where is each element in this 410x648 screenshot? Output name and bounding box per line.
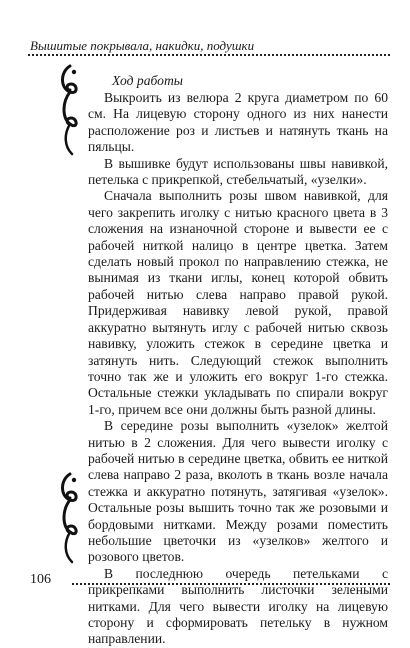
ornament-swirl-icon [56, 62, 82, 158]
paragraph: В вышивке будут использованы швы навивкой, петелька с прикрепкой, стебельчатый, «узелки». [88, 155, 388, 188]
ornament-swirl-icon [56, 470, 82, 566]
paragraph: В середине розы выполнить «узелок» желтой нитью в 2 сложения. Для чего вывести иголку с рабочей нитью в середине цветка, обвить ее ниткой слева направо 2 раза, вколоть в ткань возле начала стежка и аккуратно потянуть, затягивая «узелок». Остальные розы вышить точно так же розовыми и бордовыми нитками. Между розами поместить небольшие цветочки из «узелков» желтого и розового цветов. [88, 418, 388, 565]
paragraph: Выкроить из велюра 2 круга диаметром по 60 см. На лицевую сторону одного из них нанести расположение роз и листьев и натянуть ткань на пяльцы. [88, 90, 388, 155]
page-number: 106 [30, 572, 51, 587]
paragraph: В последнюю очередь петельками с прикрепками выполнить листочки зелеными нитками. Для чего вывести иголку на лицевую сторону и сформировать петельку в нужном направлении. [88, 565, 388, 647]
running-header: Вышитые покрывала, накидки, подушки [30, 38, 255, 53]
section-heading: Ход работы [112, 73, 183, 88]
paragraph: Сначала выполнить розы швом навивкой, для чего закрепить иголку с нитью красного цвета в 3 сложения на изнаночной стороне и вывести ее с рабочей ниткой налицо в центре цветка. Затем сделать новый прокол по направлению стежка, не вынимая из ткани иглы, конец которой обвить рабочей нитью слева направо правой рукой. Придерживая навивку левой рукой, правой аккуратно вытянуть иглу с рабочей нитью сквозь навивку, уложить стежок в середине цветка и затянуть нить. Следующий стежок выполнить точно так же и уложить его вокруг 1-го стежка. Остальные стежки укладывать по спирали вокруг 1-го, причем все они должны быть разной длины. [88, 188, 388, 417]
header-rule [28, 54, 390, 56]
body-text [88, 90, 388, 648]
footer-rule [72, 583, 390, 585]
